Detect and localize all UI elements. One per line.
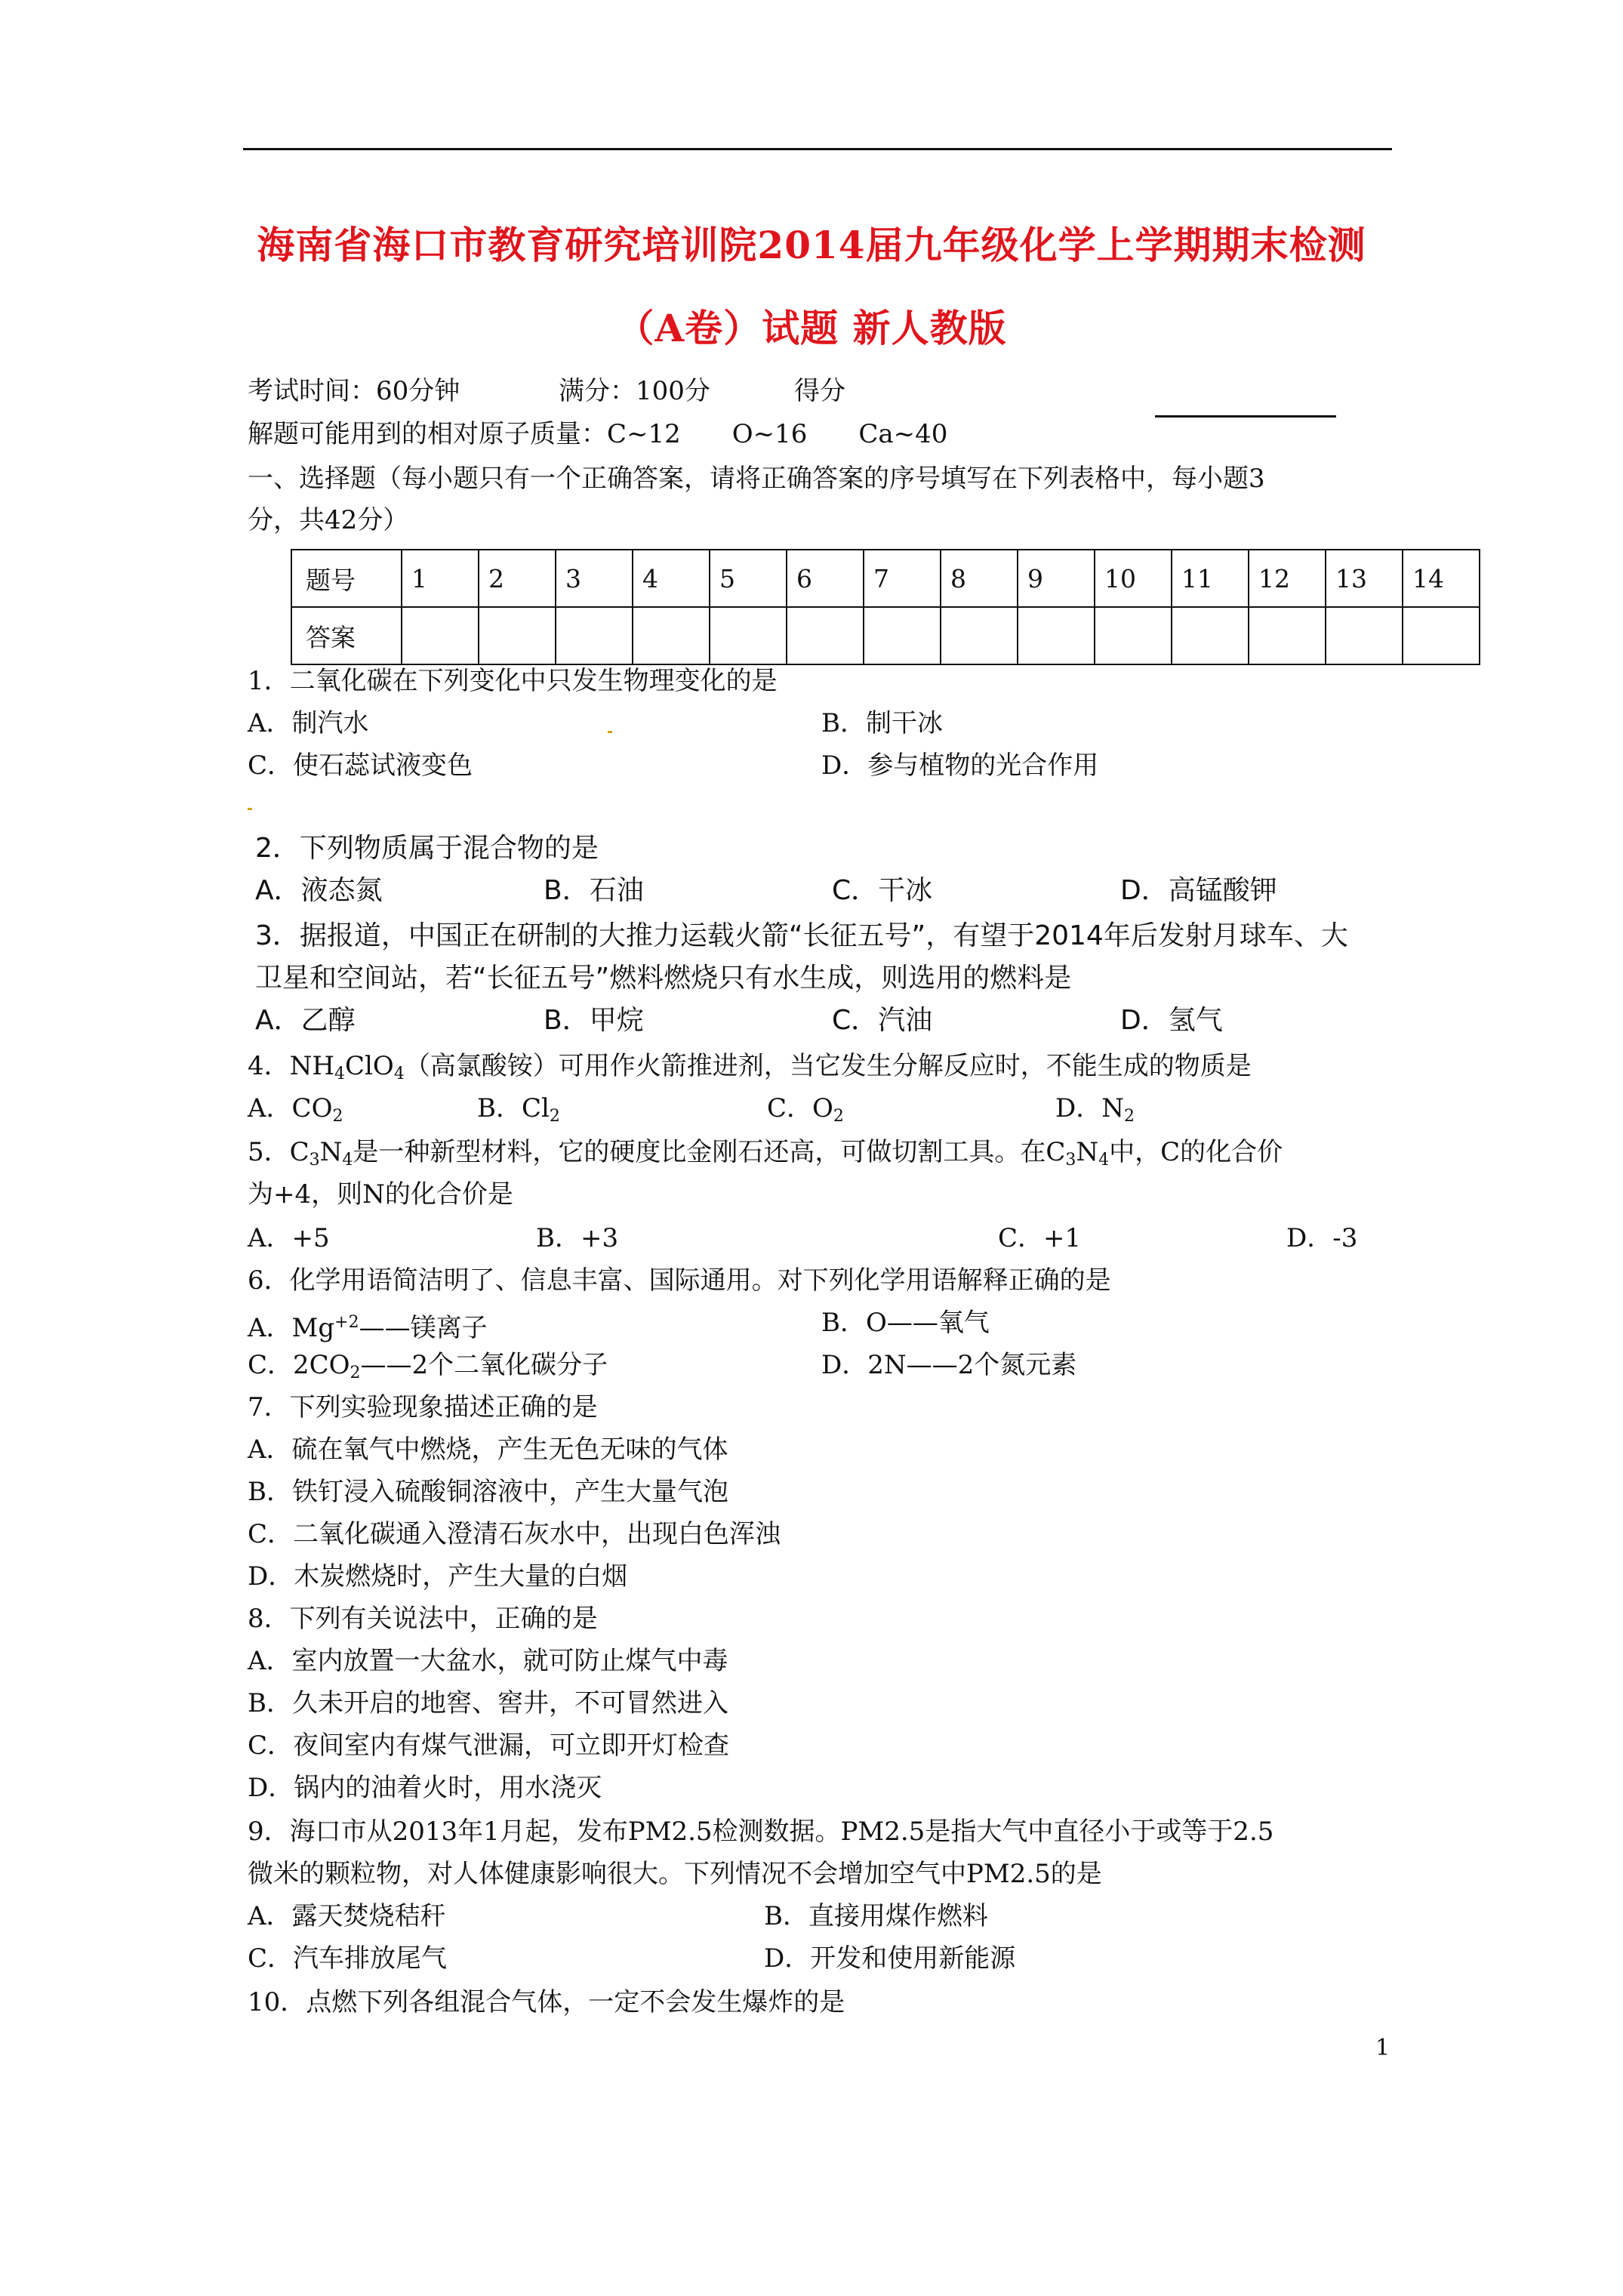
subscript: 2 bbox=[350, 1364, 361, 1382]
q6-c-text: C．2CO bbox=[248, 1350, 350, 1380]
subscript: 2 bbox=[549, 1107, 560, 1126]
q2-stem: 2．下列物质属于混合物的是 bbox=[255, 833, 599, 864]
answer-cell[interactable] bbox=[864, 607, 941, 664]
table-number: 9 bbox=[1018, 550, 1095, 607]
answer-cell[interactable] bbox=[787, 607, 864, 664]
q5-text: 5．C bbox=[248, 1137, 310, 1167]
answer-cell[interactable] bbox=[1326, 607, 1403, 664]
score-label: 得分 bbox=[794, 376, 845, 406]
q10-stem: 10．点燃下列各组混合气体，一定不会发生爆炸的是 bbox=[248, 1987, 845, 2017]
q3-option-b: B．甲烷 bbox=[544, 1005, 644, 1036]
q2-option-c: C．干冰 bbox=[832, 875, 933, 906]
q9-stem-line2: 微米的颗粒物，对人体健康影响很大。下列情况不会增加空气中PM2.5的是 bbox=[248, 1859, 1102, 1889]
q4-text: 4．NH bbox=[248, 1051, 335, 1081]
section1-intro-line2: 分，共42分） bbox=[248, 505, 409, 535]
q4-b-text: B．Cl bbox=[477, 1093, 550, 1123]
q4-option-a bbox=[248, 1092, 343, 1133]
table-number: 2 bbox=[479, 550, 556, 607]
q6-a-text: A．Mg bbox=[248, 1313, 335, 1343]
q6-stem: 6．化学用语简洁明了、信息丰富、国际通用。对下列化学用语解释正确的是 bbox=[248, 1265, 1111, 1296]
answer-cell[interactable] bbox=[1249, 607, 1326, 664]
q7-option-c: C．二氧化碳通入澄清石灰水中，出现白色浑浊 bbox=[248, 1519, 781, 1549]
subscript: 3 bbox=[1065, 1151, 1076, 1170]
document-title-line2: （A卷）试题 新人教版 bbox=[616, 306, 1007, 350]
q4-option-d bbox=[1055, 1092, 1135, 1133]
q7-stem: 7．下列实验现象描述正确的是 bbox=[248, 1392, 598, 1422]
q4-option-c bbox=[767, 1092, 844, 1133]
table-header-label: 题号 bbox=[291, 550, 402, 607]
page-number: 1 bbox=[1375, 2035, 1390, 2061]
q4-stem bbox=[248, 1049, 1252, 1091]
section1-intro-line1: 一、选择题（每小题只有一个正确答案，请将正确答案的序号填写在下列表格中，每小题3 bbox=[248, 464, 1265, 494]
q5-option-b: B．+3 bbox=[536, 1223, 619, 1253]
answer-cell[interactable] bbox=[941, 607, 1018, 664]
q1-option-b: B．制干冰 bbox=[821, 708, 943, 738]
table-answer-label: 答案 bbox=[291, 607, 402, 664]
q3-option-c: C．汽油 bbox=[832, 1005, 933, 1036]
subscript: 2 bbox=[1124, 1107, 1135, 1126]
q4-text: ClO bbox=[345, 1051, 394, 1081]
q5-stem-line2: 为+4，则N的化合价是 bbox=[248, 1179, 513, 1210]
answer-cell[interactable] bbox=[402, 607, 479, 664]
superscript: +2 bbox=[334, 1313, 359, 1332]
q6-option-c bbox=[248, 1348, 608, 1390]
answer-cell[interactable] bbox=[1403, 607, 1480, 664]
table-number: 1 bbox=[402, 550, 479, 607]
answer-cell[interactable] bbox=[633, 607, 710, 664]
q1-option-c: C．使石蕊试液变色 bbox=[248, 750, 473, 781]
q4-c-text: C．O bbox=[767, 1093, 833, 1123]
scan-speck bbox=[248, 808, 252, 810]
q6-option-a bbox=[248, 1306, 488, 1345]
table-number: 13 bbox=[1326, 550, 1403, 607]
subscript: 4 bbox=[342, 1151, 353, 1170]
table-number: 14 bbox=[1403, 550, 1480, 607]
table-number: 11 bbox=[1172, 550, 1249, 607]
table-number: 7 bbox=[864, 550, 941, 607]
q9-option-a: A．露天焚烧秸秆 bbox=[248, 1901, 446, 1931]
q3-option-d: D．氢气 bbox=[1120, 1005, 1223, 1036]
document-title-line1: 海南省海口市教育研究培训院2014届九年级化学上学期期末检测 bbox=[257, 223, 1366, 267]
q9-option-c: C．汽车排放尾气 bbox=[248, 1943, 448, 1974]
table-number: 6 bbox=[787, 550, 864, 607]
answer-cell[interactable] bbox=[1095, 607, 1172, 664]
table-number: 3 bbox=[556, 550, 633, 607]
q5-stem-line1 bbox=[248, 1136, 1283, 1177]
q5-text: 中，C的化合价 bbox=[1109, 1137, 1283, 1167]
q8-option-b: B．久未开启的地窖、窖井，不可冒然进入 bbox=[248, 1688, 728, 1718]
q8-option-a: A．室内放置一大盆水，就可防止煤气中毒 bbox=[248, 1646, 728, 1676]
full-score: 满分：100分 bbox=[559, 376, 710, 406]
answer-cell[interactable] bbox=[1018, 607, 1095, 664]
table-number: 12 bbox=[1249, 550, 1326, 607]
q1-option-d: D．参与植物的光合作用 bbox=[821, 750, 1099, 781]
table-number: 10 bbox=[1095, 550, 1172, 607]
q8-stem: 8．下列有关说法中，正确的是 bbox=[248, 1604, 598, 1634]
answer-table-answer-row bbox=[291, 607, 1480, 664]
table-number: 4 bbox=[633, 550, 710, 607]
q4-option-b bbox=[477, 1092, 560, 1133]
subscript: 4 bbox=[393, 1065, 405, 1083]
q3-option-a: A．乙醇 bbox=[255, 1005, 356, 1036]
q4-d-text: D．N bbox=[1055, 1093, 1125, 1123]
q4-a-text: A．CO bbox=[248, 1093, 333, 1123]
q2-option-b: B．石油 bbox=[544, 875, 644, 906]
table-number: 8 bbox=[941, 550, 1018, 607]
q8-option-d: D．锅内的油着火时，用水浇灭 bbox=[248, 1773, 602, 1803]
q6-c-text: ——2个二氧化碳分子 bbox=[360, 1350, 608, 1380]
subscript: 2 bbox=[833, 1107, 844, 1126]
q9-stem-line1: 9．海口市从2013年1月起，发布PM2.5检测数据。PM2.5是指大气中直径小于或等于2.5 bbox=[248, 1817, 1274, 1847]
q3-stem-line1: 3．据报道，中国正在研制的大推力运载火箭“长征五号”，有望于2014年后发射月球车、大 bbox=[255, 920, 1348, 951]
score-blank bbox=[1155, 415, 1336, 418]
q7-option-b: B．铁钉浸入硫酸铜溶液中，产生大量气泡 bbox=[248, 1477, 728, 1507]
answer-cell[interactable] bbox=[1172, 607, 1249, 664]
q9-option-b: B．直接用煤作燃料 bbox=[764, 1901, 988, 1931]
q5-text: 是一种新型材料，它的硬度比金刚石还高，可做切割工具。在C bbox=[353, 1137, 1066, 1167]
q5-text: N bbox=[1076, 1137, 1099, 1167]
subscript: 3 bbox=[309, 1151, 320, 1170]
q1-option-a: A．制汽水 bbox=[248, 708, 369, 738]
answer-table-header-row bbox=[291, 550, 1480, 607]
q8-option-c: C．夜间室内有煤气泄漏，可立即开灯检查 bbox=[248, 1730, 730, 1761]
q4-text: （高氯酸铵）可用作火箭推进剂，当它发生分解反应时，不能生成的物质是 bbox=[404, 1051, 1252, 1081]
answer-cell[interactable] bbox=[556, 607, 633, 664]
answer-table bbox=[291, 549, 1480, 665]
q6-a-text: ——镁离子 bbox=[359, 1313, 488, 1343]
q5-option-c: C．+1 bbox=[998, 1223, 1082, 1253]
exam-time: 考试时间：60分钟 bbox=[248, 376, 460, 406]
q5-option-d: D．-3 bbox=[1286, 1223, 1358, 1253]
q2-option-d: D．高锰酸钾 bbox=[1120, 875, 1277, 906]
subscript: 2 bbox=[332, 1107, 343, 1126]
answer-cell[interactable] bbox=[710, 607, 787, 664]
answer-cell[interactable] bbox=[479, 607, 556, 664]
q5-option-a: A．+5 bbox=[248, 1223, 330, 1253]
q3-stem-line2: 卫星和空间站，若“长征五号”燃料燃烧只有水生成，则选用的燃料是 bbox=[255, 963, 1072, 994]
subscript: 4 bbox=[1098, 1151, 1110, 1170]
q5-text: N bbox=[319, 1137, 343, 1167]
atomic-masses: 解题可能用到的相对原子质量：C~12 O~16 Ca~40 bbox=[248, 419, 948, 449]
q9-option-d: D．开发和使用新能源 bbox=[764, 1943, 1016, 1974]
q7-option-a: A．硫在氧气中燃烧，产生无色无味的气体 bbox=[248, 1435, 728, 1465]
table-number: 5 bbox=[710, 550, 787, 607]
q1-stem: 1．二氧化碳在下列变化中只发生物理变化的是 bbox=[248, 666, 778, 696]
header-rule bbox=[243, 148, 1392, 150]
q2-option-a: A．液态氮 bbox=[255, 875, 383, 906]
q6-option-d: D．2N——2个氮元素 bbox=[821, 1350, 1077, 1380]
scan-speck bbox=[608, 731, 612, 733]
q6-option-b: B．O——氧气 bbox=[821, 1308, 990, 1338]
q7-option-d: D．木炭燃烧时，产生大量的白烟 bbox=[248, 1561, 628, 1592]
subscript: 4 bbox=[334, 1065, 346, 1083]
